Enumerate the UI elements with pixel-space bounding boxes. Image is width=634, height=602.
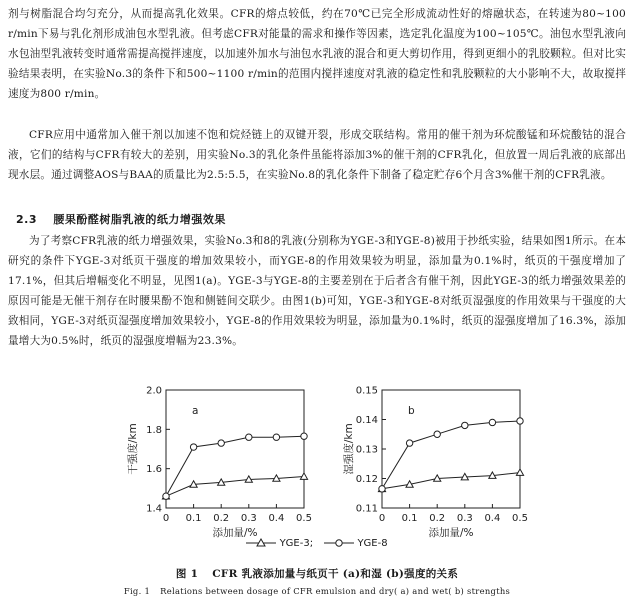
x-tick-label: 0: [378, 513, 386, 524]
x-tick-label: 0.1: [185, 513, 202, 524]
y-tick-label: 0.14: [355, 415, 378, 426]
figure-label-zh: 图 1: [175, 568, 199, 580]
panel-label: b: [408, 405, 415, 417]
data-point-yge-8: [246, 434, 252, 440]
chart-wet-strength: [338, 380, 528, 540]
paragraph-emulsification-conditions: 剂与树脂混合均匀充分，从而提高乳化效果。CFR的熔点较低，约在70℃已完全形成流动性好的熔融状态，在转速为80~100 r/min下易与乳化剂形成油包水型乳液。但考虑CFR对能量的需求和操作等因素，选定乳化温度为100~105℃。油包水型乳液向水包油型乳液转变时通常需提高搅拌速度，以加速外加水与油包水乳液的混合和更大剪切作用，得到更细小的乳胶颗粒。但对比实验结果表明，在实验No.3的条件下和500~1100 r/min的范围内搅拌速度对乳液的稳定性和乳胶颗粒的大小影响不大，故取搅拌速度为800 r/min。: [8, 8, 626, 100]
x-tick-label: 0.3: [456, 513, 473, 524]
data-point-yge-3: [300, 473, 307, 479]
section-heading: [16, 211, 226, 227]
figure-label-en: Fig. 1: [123, 586, 151, 596]
y-tick-label: 1.4: [146, 503, 162, 515]
legend-label-yge3: YGE-3;: [279, 538, 314, 549]
figure-caption-zh: [0, 566, 634, 581]
circle-marker-icon: [324, 538, 354, 548]
paragraph-drier-addition: CFR应用中通常加入催干剂以加速不饱和烷烃链上的双键开裂，形成交联结构。常用的催干剂为环烷酸锰和环烷酸钴的混合液，它们的结构与CFR有较大的差别，用实验No.3的乳化条件虽能将添加3%的催干剂的CFR乳化，但放置一周后乳液的底部出现水层。通过调整AOS与BAA的质量比为2.5:5.5，在实验No.8的乳化条件下制备了稳定贮存6个月含3%催干剂的CFR乳液。: [8, 129, 626, 181]
data-point-yge-8: [273, 434, 279, 440]
data-point-yge-8: [406, 440, 412, 446]
x-tick-label: 0: [162, 513, 170, 524]
triangle-marker-icon: [246, 538, 276, 548]
figure-caption-zh-text: CFR 乳液添加量与纸页干 (a)和湿 (b)强度的关系: [212, 568, 459, 580]
y-tick-label: 0.15: [355, 385, 378, 397]
data-point-yge-8: [489, 419, 495, 425]
data-point-yge-8: [301, 433, 307, 439]
chart-dry-strength: [122, 380, 312, 540]
x-tick-label: 0.1: [401, 513, 418, 524]
y-tick-label: 1.6: [146, 464, 162, 476]
data-point-yge-8: [218, 440, 224, 446]
data-point-yge-8: [190, 444, 196, 450]
data-point-yge-8: [379, 486, 385, 492]
data-point-yge-8: [434, 431, 440, 437]
series-line-yge-3: [166, 477, 304, 497]
y-tick-label: 0.11: [355, 503, 378, 515]
figure-caption-en-text: Relations between dosage of CFR emulsion and dry( a) and wet( b) strengths: [160, 586, 511, 596]
panel-label: a: [192, 405, 199, 417]
x-tick-label: 0.3: [240, 513, 257, 524]
y-axis-label: 干强度/km: [127, 423, 139, 475]
data-point-yge-8: [163, 493, 169, 499]
data-point-yge-8: [517, 418, 523, 424]
series-line-yge-8: [382, 421, 520, 489]
x-tick-label: 0.5: [296, 513, 312, 524]
y-tick-label: 0.13: [355, 444, 378, 456]
data-point-yge-3: [516, 469, 523, 475]
section-number: 2.3: [16, 213, 37, 226]
chart-legend: [0, 538, 634, 549]
x-tick-label: 0.2: [213, 513, 230, 524]
x-tick-label: 0.2: [429, 513, 446, 524]
x-axis-label: 添加量/%: [212, 527, 258, 539]
legend-item-yge8: [324, 538, 387, 549]
figure-caption-en: [0, 586, 634, 596]
y-tick-label: 1.8: [146, 424, 162, 436]
plot-frame: [166, 390, 304, 508]
y-tick-label: 0.12: [355, 474, 378, 485]
paragraph-strength-effect: 为了考察CFR乳液的纸力增强效果，实验No.3和8的乳液(分别称为YGE-3和YGE-8)被用于抄纸实验，结果如图1所示。在本研究的条件下YGE-3对纸页干强度的增加效果较小，而YGE-8的作用效果较为明显，添加量为0.1%时，纸页的干强度增加了17.1%，但其后增幅变化不明显，见图1(a)。YGE-3与YGE-8的主要差别在于后者含有催干剂，因此YGE-3的纸力增强效果差的原因可能是无催干剂存在时腰果酚不饱和侧链间交联少。由图1(b)可知，YGE-3和YGE-8对纸页湿强度的作用效果与干强度的大致相同，YGE-3对纸页湿强度增加效果较小，YGE-8的作用效果较为明显，添加量为0.1%时，纸页的湿强度增加了16.3%，添加量增大为0.5%时，纸页的湿强度增幅为23.3%。: [8, 235, 626, 347]
y-axis-label: 湿强度/km: [343, 423, 355, 475]
section-title: 腰果酚醛树脂乳液的纸力增强效果: [53, 213, 226, 226]
y-tick-label: 2.0: [146, 385, 162, 397]
x-tick-label: 0.5: [512, 513, 528, 524]
data-point-yge-8: [462, 422, 468, 428]
series-line-yge-3: [382, 473, 520, 489]
legend-label-yge8: YGE-8: [357, 538, 388, 549]
x-tick-label: 0.4: [484, 513, 501, 524]
x-axis-label: 添加量/%: [428, 527, 474, 539]
legend-item-yge3: [246, 538, 316, 549]
x-tick-label: 0.4: [268, 513, 285, 524]
plot-frame: [382, 390, 520, 508]
